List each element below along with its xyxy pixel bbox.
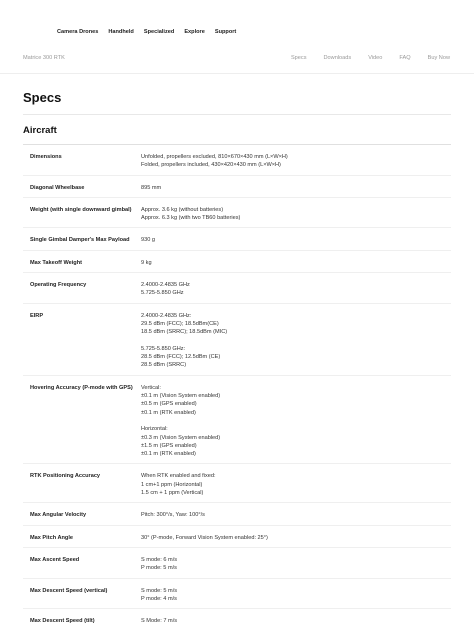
dji-logo-icon[interactable] (24, 27, 44, 39)
spec-label: Max Descent Speed (vertical) (30, 587, 108, 594)
spec-value: 2.4000-2.4835 GHz: 29.5 dBm (FCC); 18.5dBm(CE) 18.5 dBm (SRRC); 18.5dBm (MIC) 5.725-5.850 GHz: 28.5 dBm (FCC); 12.5dBm (CE) 28.5 dBm (SRRC) (141, 312, 228, 369)
spec-label: Dimensions (30, 154, 62, 160)
nav-support[interactable]: Support (214, 29, 237, 35)
subnav-faq-link[interactable]: FAQ (399, 55, 411, 61)
spec-row (23, 272, 451, 303)
spec-value: 30° (P-mode, Forward Vision System enabled: 25°) (141, 534, 268, 541)
top-navigation (0, 0, 474, 46)
spec-row (23, 227, 451, 249)
spec-row (23, 578, 451, 609)
spec-value: S Mode: 7 m/s (141, 618, 178, 625)
spec-label: Single Gimbal Damper's Max Payload (30, 237, 130, 244)
nav-camera-drones[interactable]: Camera Drones (57, 29, 99, 35)
spec-value: 9 kg (141, 259, 152, 266)
spec-label: Max Takeoff Weight (30, 259, 83, 266)
nav-handheld[interactable]: Handheld (108, 29, 134, 35)
spec-row (23, 144, 451, 175)
spec-value: Approx. 3.6 kg (without batteries) Approx. 6.3 kg (with two TB60 batteries) (141, 206, 241, 222)
spec-value: Unfolded, propellers excluded, 810×670×430 mm (L×W×H) Folded, propellers included, 430×420×430 mm (L×W×H) (141, 154, 288, 169)
spec-value: Vertical: ±0.1 m (Vision System enabled) ±0.5 m (GPS enabled) ±0.1 m (RTK enabled) Horizontal: ±0.3 m (Vision System enabled) ±1.5 m (GPS enabled) ±0.1 m (RTK enabled) (141, 384, 221, 458)
spec-label: Operating Frequency (30, 282, 87, 289)
spec-row (23, 197, 451, 228)
section-title: Aircraft (23, 125, 57, 136)
spec-row (23, 303, 451, 375)
spec-label: RTK Positioning Accuracy (30, 473, 101, 480)
spec-row (23, 463, 451, 502)
spec-value: S mode: 6 m/s P mode: 5 m/s (141, 556, 178, 572)
spec-label: Max Descent Speed (tilt) (30, 618, 95, 625)
spec-row (23, 250, 451, 272)
spec-row (23, 547, 451, 578)
spec-row (23, 175, 451, 197)
spec-value: 895 mm (141, 184, 162, 191)
spec-label: EIRP (30, 312, 44, 319)
subnav-buy-now-link[interactable]: Buy Now (427, 55, 450, 61)
spec-label: Hovering Accuracy (P-mode with GPS) (30, 384, 133, 391)
page-title: Specs (23, 90, 62, 105)
spec-label: Max Ascent Speed (30, 556, 80, 563)
product-name[interactable]: Matrice 300 RTK (23, 55, 65, 61)
subnav-downloads-link[interactable]: Downloads (323, 55, 352, 61)
spec-label: Weight (with single downward gimbal) (30, 206, 132, 213)
product-subnav (0, 46, 474, 74)
product-subnav-links (274, 55, 450, 61)
nav-specialized[interactable]: Specialized (143, 29, 175, 35)
main-menu (57, 29, 246, 35)
spec-value: S mode: 5 m/s P mode: 4 m/s (141, 587, 178, 602)
spec-label: Diagonal Wheelbase (30, 184, 85, 191)
title-divider (23, 114, 451, 115)
spec-value: When RTK enabled and fixed: 1 cm+1 ppm (Horizontal) 1.5 cm + 1 ppm (Vertical) (141, 473, 216, 497)
subnav-video-link[interactable]: Video (368, 55, 383, 61)
spec-row (23, 525, 451, 547)
spec-row (23, 608, 451, 630)
spec-row (23, 375, 451, 464)
spec-value: Pitch: 300°/s, Yaw: 100°/s (141, 512, 205, 519)
subnav-specs-link[interactable]: Specs (290, 55, 307, 61)
spec-label: Max Angular Velocity (30, 512, 87, 519)
spec-row (23, 502, 451, 524)
spec-table (23, 144, 451, 630)
spec-value: 930 g (141, 237, 155, 244)
nav-explore[interactable]: Explore (184, 29, 205, 35)
spec-label: Max Pitch Angle (30, 534, 73, 541)
spec-value: 2.4000-2.4835 GHz 5.725-5.850 GHz (141, 282, 190, 297)
